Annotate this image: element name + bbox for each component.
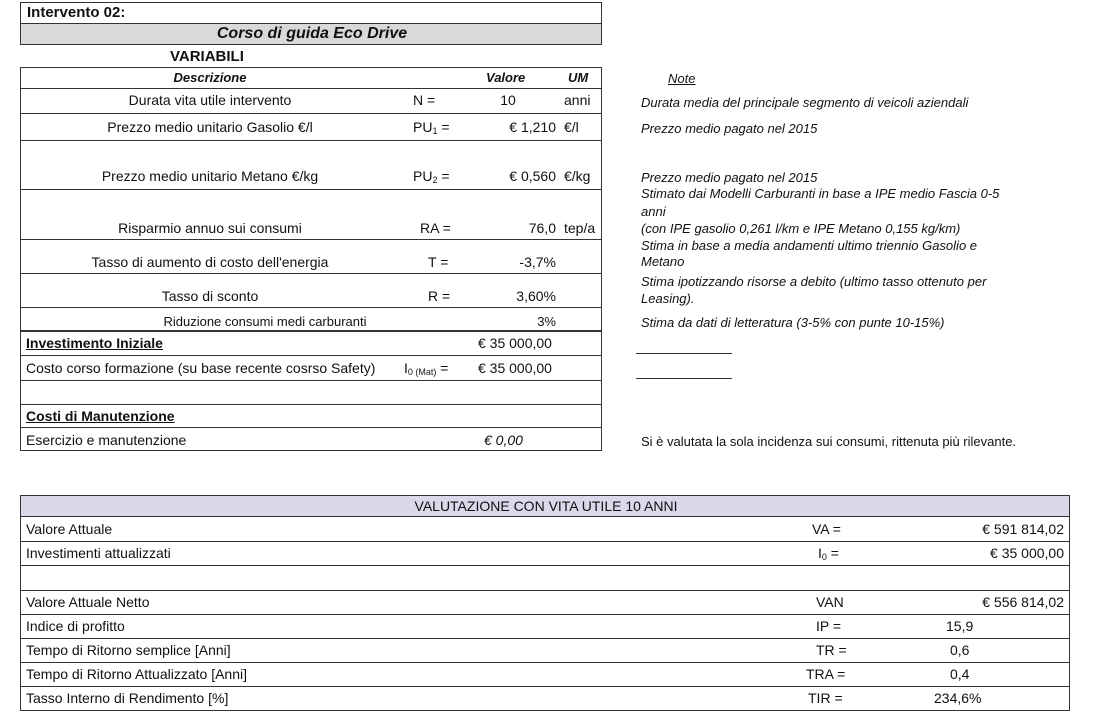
row-value: 3% [537,314,556,329]
valutazione-value: € 35 000,00 [990,545,1064,561]
blank-line [636,353,732,354]
blank-line [636,378,732,379]
valutazione-value: 0,4 [950,666,970,682]
row-note-line: Stima ipotizzando risorse a debito (ultimo tasso ottenuto per [641,274,987,289]
valutazione-symbol: TRA = [806,666,846,682]
valutazione-label: Tempo di Ritorno Attualizzato [Anni] [26,666,248,682]
row-symbol: R = [428,288,451,304]
valutazione-label: Indice di profitto [26,618,125,634]
col-valore: Valore [486,70,526,85]
row-desc: Tasso di sconto [161,288,259,304]
row-um: anni [564,92,591,108]
row-value: € 1,210 [509,119,556,135]
row-symbol: RA = [420,220,451,236]
valutazione-symbol: IP = [816,618,842,634]
valutazione-symbol: TR = [816,642,847,658]
manutenzione-item-label: Esercizio e manutenzione [26,432,187,448]
row-symbol: $PU_2$ = [413,168,450,185]
valutazione-title: VALUTAZIONE CON VITA UTILE 10 ANNI [414,498,678,514]
valutazione-label: Tempo di Ritorno semplice [Anni] [26,642,231,658]
row-desc: Riduzione consumi medi carburanti [163,314,367,329]
valutazione-label: Tasso Interno di Rendimento [%] [26,690,229,706]
row-desc: Prezzo medio unitario Metano €/kg [101,168,319,184]
investimento-total: € 35 000,00 [478,335,552,351]
investimento-item-value: € 35 000,00 [478,360,552,376]
investimento-item-label: Costo corso formazione (su base recente cosrso Safety) [26,360,376,376]
investimento-item-symbol: $I_{0 (Mat)}$ = [404,360,449,377]
row-value: -3,7% [519,254,556,270]
variabili-label: VARIABILI [170,48,244,65]
row-note-line: Stima in base a media andamenti ultimo triennio Gasolio e [641,238,978,253]
row-note: Prezzo medio pagato nel 2015 [641,121,818,136]
row-value: 10 [500,92,516,108]
valutazione-symbol: TIR = [808,690,843,706]
row-um: €/kg [564,168,591,184]
investimento-title: Investimento Iniziale [26,335,163,351]
row-desc: Risparmio annuo sui consumi [118,220,302,236]
valutazione-value: € 556 814,02 [982,594,1064,610]
col-descrizione: Descrizione [173,70,247,85]
row-value: 3,60% [516,288,556,304]
row-note-line: Leasing). [641,291,695,306]
title-bar [20,23,602,45]
row-um: tep/a [564,220,596,236]
page-title: Corso di guida Eco Drive [216,25,408,42]
row-desc: Prezzo medio unitario Gasolio €/l [107,119,313,135]
valutazione-label: Valore Attuale [26,521,113,537]
row-value: € 0,560 [509,168,556,184]
manutenzione-note: Si è valutata la sola incidenza sui consumi, rittenuta più rilevante. [641,434,1017,449]
row-desc: Durata vita utile intervento [128,92,292,108]
valutazione-symbol: VAN [816,594,844,610]
row-symbol: N = [413,92,436,108]
row-note-line: Stimato dai Modelli Carburanti in base a IPE medio Fascia 0-5 [641,186,1000,201]
col-note: Note [668,71,696,86]
row-um: €/l [564,119,579,135]
row-note: Durata media del principale segmento di veicoli aziendali [641,95,969,110]
valutazione-label: Valore Attuale Netto [26,594,150,610]
valutazione-header [20,495,1070,517]
manutenzione-item-value: € 0,00 [484,432,523,448]
valutazione-label: Investimenti attualizzati [26,545,171,561]
valutazione-value: 234,6% [934,690,982,706]
col-um: UM [568,70,589,85]
row-note: Prezzo medio pagato nel 2015 [641,170,818,185]
valutazione-value: € 591 814,02 [982,521,1064,537]
valutazione-symbol: $I_0$ = [818,545,839,562]
valutazione-value: 0,6 [950,642,970,658]
valutazione-symbol: VA = [812,521,841,537]
row-symbol: T = [428,254,449,270]
intervento-header [20,2,602,24]
row-desc: Tasso di aumento di costo dell'energia [91,254,329,270]
row-value: 76,0 [528,220,556,236]
manutenzione-title: Costi di Manutenzione [26,408,175,424]
row-note-line: anni [641,204,666,219]
intervento-label: Intervento 02: [27,4,126,21]
row-note: Stima da dati di letteratura (3-5% con punte 10-15%) [641,315,945,330]
valutazione-value: 15,9 [946,618,974,634]
row-note-line: Metano [641,254,685,269]
row-symbol: $PU_1$ = [413,119,450,136]
row-note-line: (con IPE gasolio 0,261 l/km e IPE Metano 0,155 kg/km) [641,221,961,236]
